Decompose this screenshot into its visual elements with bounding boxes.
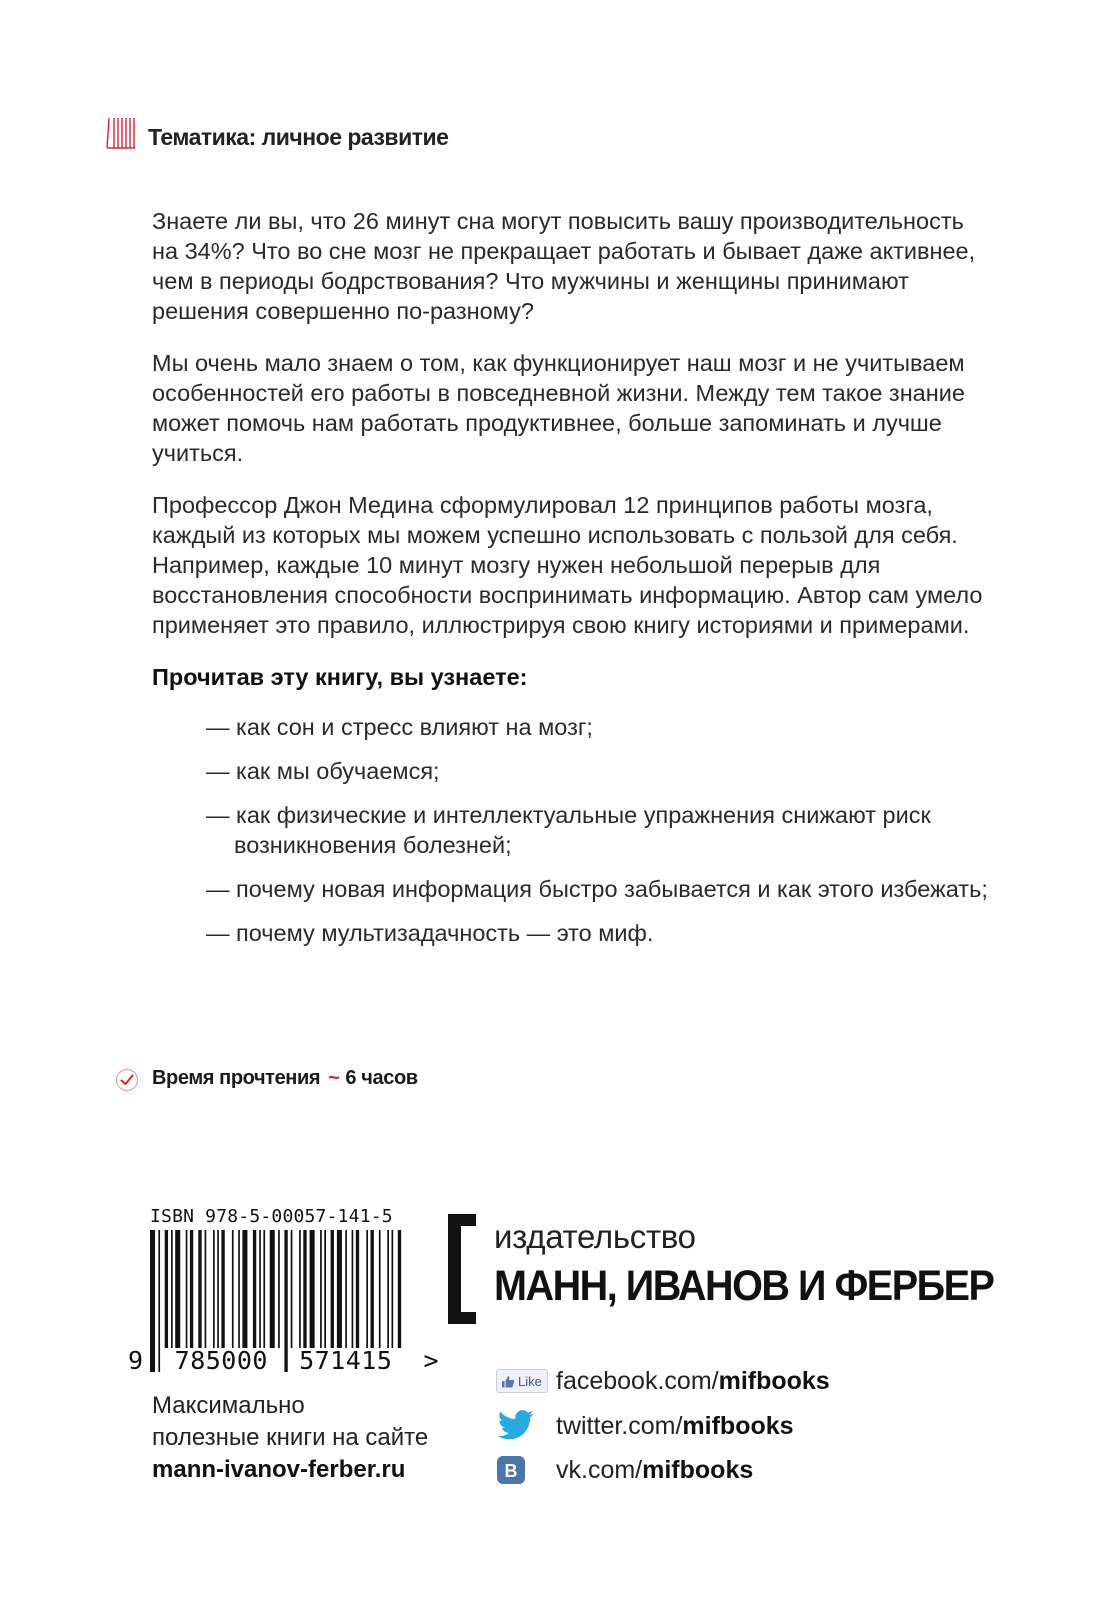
reading-time-value: 6 часов (345, 1067, 418, 1089)
barcode-bar (345, 1230, 347, 1348)
barcode-bar (291, 1230, 293, 1348)
twitter-row[interactable] (496, 1409, 794, 1443)
barcode-bar (310, 1230, 315, 1348)
list-item: — как физические и интеллектуальные упражнения снижают риск возникновения болезней; (206, 802, 931, 858)
topic-label: Тематика: личное развитие (148, 124, 449, 150)
bookshelf-icon (106, 116, 136, 150)
barcode-bar (379, 1230, 381, 1348)
barcode-bar (198, 1230, 201, 1348)
list-item: — почему мультизадачность — это миф. (206, 920, 654, 946)
facebook-link[interactable] (556, 1367, 830, 1396)
svg-text:В: В (504, 1461, 518, 1481)
publisher-label: издательство (494, 1218, 696, 1255)
publisher-name: МАНН, ИВАНОВ И ФЕРБЕР (494, 1262, 994, 1310)
barcode-bar (270, 1230, 275, 1348)
isbn-label: ISBN 978-5-00057-141-5 (150, 1206, 393, 1227)
like-label: Like (518, 1373, 542, 1389)
barcode-bar (299, 1230, 301, 1348)
twitter-prefix: twitter.com/ (556, 1411, 683, 1440)
barcode-bar (278, 1230, 280, 1348)
barcode-bar (221, 1230, 224, 1348)
vk-link[interactable] (556, 1456, 753, 1485)
paragraph: Профессор Джон Медина сформулировал 12 принципов работы мозга, каждый из которых мы можем успешно использовать с пользой для себя. Например, каждые 10 минут мозгу нужен небольшой перерыв для восстановления способности воспринимать информацию. Автор сам умело применяет это правило, иллюстрируя свою книгу историями и примерами. (152, 492, 983, 638)
vk-row[interactable] (496, 1453, 753, 1487)
barcode-bar (242, 1230, 247, 1348)
barcode-bar (232, 1230, 234, 1348)
barcode-bar (175, 1230, 180, 1348)
barcode-bar (337, 1230, 342, 1348)
reading-time-label: Время прочтения (152, 1067, 321, 1089)
paragraph: Знаете ли вы, что 26 минут сна могут повысить вашу производительность на 34%? Что во сне мозг не прекращает работать и бывает даже активнее, чем в периоды бодрствования? Что мужчины и женщины принимают решения совершенно по-разному? (152, 208, 976, 324)
barcode-bar (213, 1230, 215, 1348)
barcode-bar (387, 1230, 389, 1348)
barcode-bar (165, 1230, 168, 1348)
vk-prefix: vk.com/ (556, 1455, 643, 1484)
publisher-bracket-logo (448, 1214, 478, 1324)
paragraph: Мы очень мало знаем о том, как функционирует наш мозг и не учитываем особенностей его работы в повседневной жизни. Между тем такое знание может помочь нам работать продуктивнее, больше запоминать и лучше учиться. (152, 350, 965, 466)
facebook-prefix: facebook.com/ (556, 1366, 719, 1395)
barcode-bar (366, 1230, 368, 1348)
checkmark-circle-icon (115, 1068, 139, 1092)
barcode-bar (171, 1230, 173, 1348)
barcode-bar (320, 1230, 322, 1348)
barcode-bar (253, 1230, 256, 1348)
barcode-bar (356, 1230, 359, 1348)
facebook-handle: mifbooks (718, 1366, 830, 1395)
barcode-bar (263, 1230, 265, 1348)
twitter-bird-icon (496, 1410, 536, 1442)
barcode-bar (331, 1230, 334, 1348)
twitter-handle: mifbooks (682, 1411, 794, 1440)
barcode-bar (371, 1230, 374, 1348)
barcode-bar (303, 1230, 306, 1348)
tagline-line: полезные книги на сайте (152, 1424, 429, 1451)
barcode-bar (392, 1230, 394, 1348)
vk-logo-icon (496, 1455, 526, 1485)
learn-heading: Прочитав эту книгу, вы узнаете: (152, 664, 528, 690)
barcode-bar (398, 1230, 401, 1348)
thumbs-up-icon (501, 1375, 515, 1388)
barcode-bar (238, 1230, 240, 1348)
barcode-bar (186, 1230, 188, 1348)
tilde-mark: ~ (328, 1067, 340, 1089)
site-tagline (152, 1390, 428, 1486)
twitter-link[interactable] (556, 1412, 794, 1441)
tagline-line: Максимально (152, 1392, 305, 1419)
facebook-row[interactable] (496, 1364, 830, 1398)
barcode-bar (190, 1230, 193, 1348)
barcode-digits: 9 785000 571415 > (128, 1346, 440, 1375)
facebook-like-icon[interactable] (496, 1369, 548, 1393)
site-url-link[interactable]: mann-ivanov-ferber.ru (152, 1456, 406, 1483)
vk-handle: mifbooks (642, 1455, 754, 1484)
barcode-bar (352, 1230, 354, 1348)
list-item: — как мы обучаемся; (206, 758, 440, 784)
barcode-bar (259, 1230, 261, 1348)
barcode-bar (205, 1230, 207, 1348)
reading-time (152, 1067, 418, 1090)
learn-list (152, 712, 992, 948)
barcode-bar (324, 1230, 326, 1348)
barcode-bar (217, 1230, 219, 1348)
description-body (152, 206, 992, 962)
list-item: — как сон и стресс влияют на мозг; (206, 714, 593, 740)
list-item: — почему новая информация быстро забывается и как этого избежать; (206, 876, 988, 902)
